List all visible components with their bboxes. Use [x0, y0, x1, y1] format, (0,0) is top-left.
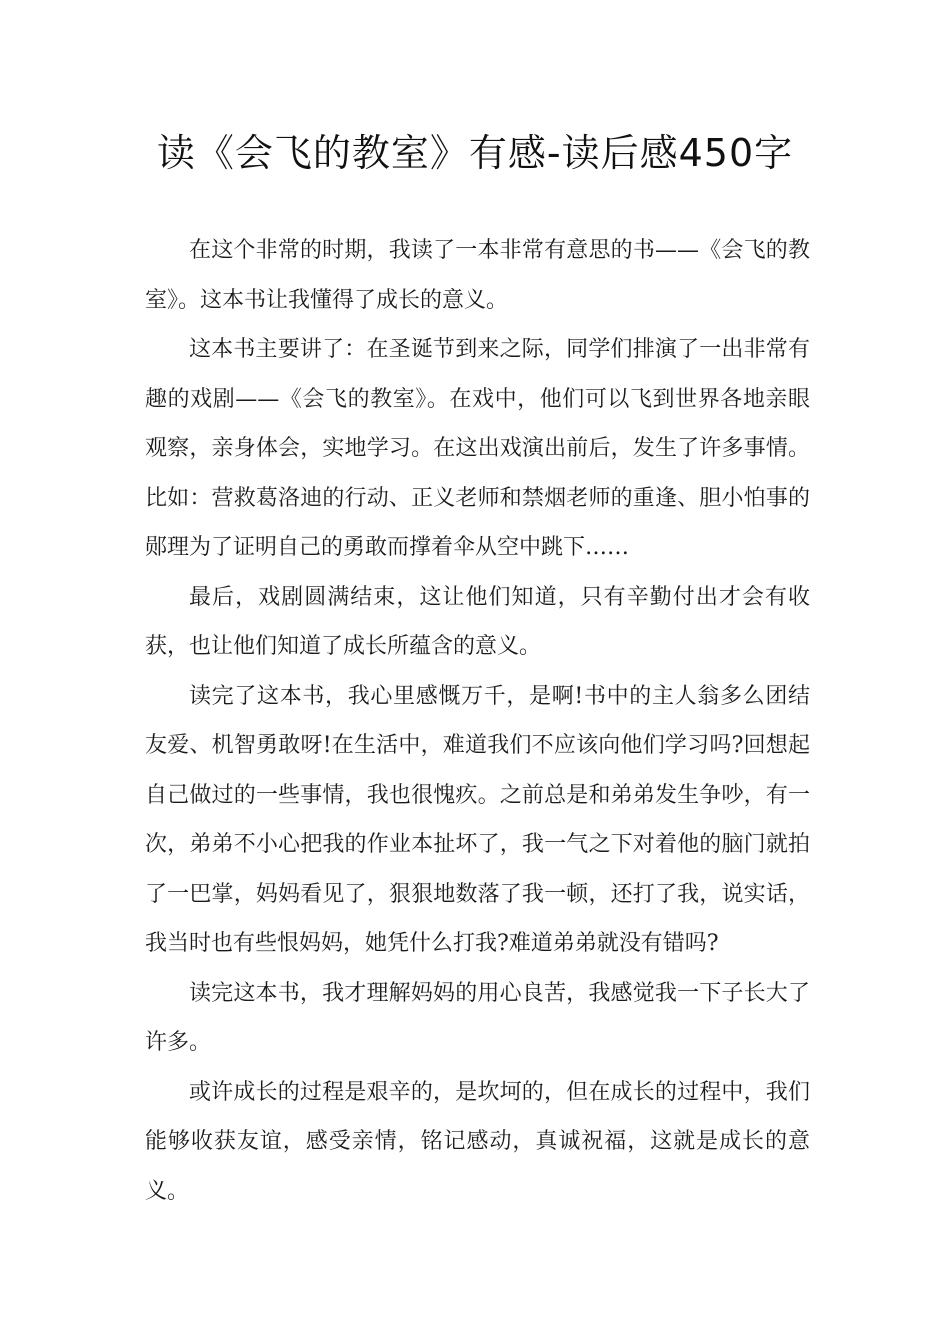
- document-title: 读《会飞的教室》有感-读后感450字: [156, 131, 794, 175]
- paragraph: 在这个非常的时期，我读了一本非常有意思的书——《会飞的教室》。这本书让我懂得了成长的意义。: [145, 238, 810, 313]
- paragraph: 或许成长的过程是艰辛的，是坎坷的，但在成长的过程中，我们能够收获友谊，感受亲情，铭记感动，真诚祝福，这就是成长的意义。: [145, 1079, 810, 1204]
- paragraph: 读完了这本书，我心里感慨万千，是啊!书中的主人翁多么团结友爱、机智勇敢呀!在生活中，难道我们不应该向他们学习吗?回想起自己做过的一些事情，我也很愧疚。之前总是和弟弟发生争吵，有一次，弟弟不小心把我的作业本扯坏了，我一气之下对着他的脑门就拍了一巴掌，妈妈看见了，狠狠地数落了我一顿，还打了我，说实话，我当时也有些恨妈妈，她凭什么打我?难道弟弟就没有错吗?: [145, 683, 810, 956]
- paragraph: 这本书主要讲了：在圣诞节到来之际，同学们排演了一出非常有趣的戏剧——《会飞的教室》。在戏中，他们可以飞到世界各地亲眼观察，亲身体会，实地学习。在这出戏演出前后，发生了许多事情。比如：营救葛洛迪的行动、正义老师和禁烟老师的重逢、胆小怕事的郧理为了证明自己的勇敢而撑着伞从空中跳下……: [145, 337, 810, 560]
- paragraph: 最后，戏剧圆满结束，这让他们知道，只有辛勤付出才会有收获，也让他们知道了成长所蕴含的意义。: [145, 584, 810, 659]
- paragraph: 读完这本书，我才理解妈妈的用心良苦，我感觉我一下子长大了许多。: [145, 980, 810, 1055]
- document-body: [145, 226, 810, 1216]
